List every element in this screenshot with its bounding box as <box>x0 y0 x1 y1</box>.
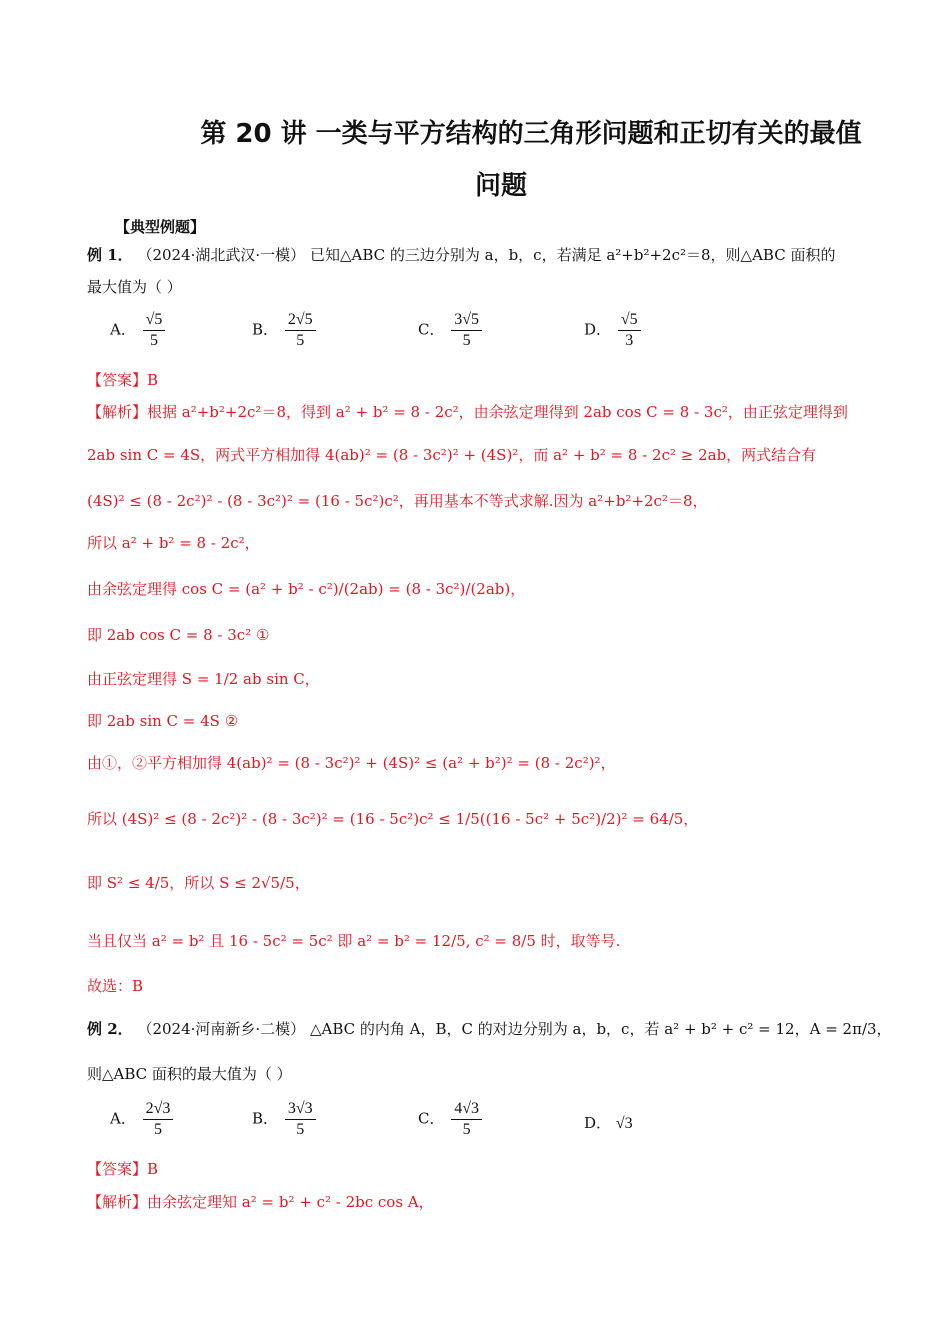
option-denominator: 5 <box>462 1121 471 1138</box>
solution-line <box>87 401 848 423</box>
option-denominator: 5 <box>296 332 305 349</box>
example-2-stem-cont: 则△ABC 面积的最大值为（ ） <box>87 1065 292 1083</box>
option-numerator: √5 <box>618 310 641 331</box>
solution-conclusion: 故选：B <box>87 977 144 995</box>
solution-line: 由①，②平方相加得 4(ab)² = (8 - 3c²)² + (4S)² ≤ (a² + b²)² = (8 - 2c²)²， <box>87 754 616 772</box>
option-numerator: 4√3 <box>451 1099 482 1120</box>
analysis-tag: 【解析】 <box>87 403 148 421</box>
option-b <box>252 310 318 351</box>
answer-line <box>87 369 158 391</box>
option-key: D． <box>584 1114 612 1132</box>
example-1-stem-cont: 最大值为（ ） <box>87 278 182 296</box>
option-key: B． <box>252 1109 279 1128</box>
option-key: C． <box>418 1109 445 1128</box>
option-d <box>584 310 643 351</box>
option-denominator: 5 <box>154 1121 163 1138</box>
option-denominator: 5 <box>462 332 471 349</box>
solution-line: 当且仅当 a² = b² 且 16 - 5c² = 5c² 即 a² = b² = 12/5, c² = 8/5 时，取等号. <box>87 932 621 950</box>
solution-line: 所以 a² + b² = 8 - 2c²， <box>87 534 260 552</box>
example-1-source: （2024·湖北武汉·一模） <box>137 246 306 264</box>
option-a <box>110 310 167 351</box>
option-numerator: 2√3 <box>143 1099 174 1120</box>
option-a <box>110 1099 175 1140</box>
example-1-label: 例 1． <box>87 246 133 264</box>
option-denominator: 3 <box>625 332 634 349</box>
solution-line: 所以 (4S)² ≤ (8 - 2c²)² - (8 - 3c²)² = (16 - 5c²)c² ≤ 1/5((16 - 5c² + 5c²)/2)² = 64/5， <box>87 810 699 828</box>
option-key: A． <box>110 320 136 339</box>
page-title-continued: 问题 <box>474 171 527 201</box>
solution-line: 即 2ab cos C = 8 - 3c² ① <box>87 626 270 644</box>
solution-line: 即 2ab sin C = 4S ② <box>87 712 239 730</box>
option-key: D． <box>584 320 612 339</box>
option-d <box>584 1112 633 1133</box>
solution-line: 2ab sin C = 4S，两式平方相加得 4(ab)² = (8 - 3c²)² + (4S)²，而 a² + b² = 8 - 2c² ≥ 2ab，两式结合有 <box>87 446 817 464</box>
example-1-stem <box>87 244 835 266</box>
solution-text: 由余弦定理知 a² = b² + c² - 2bc cos A， <box>147 1193 434 1211</box>
example-2-source: （2024·河南新乡·二模） <box>137 1020 306 1038</box>
solution-line: 即 S² ≤ 4/5，所以 S ≤ 2√5/5， <box>87 874 310 892</box>
option-numerator: 3√5 <box>451 310 482 331</box>
solution-text: 根据 a²+b²+2c²＝8，得到 a² + b² = 8 - 2c²，由余弦定理得到 2ab cos C = 8 - 3c²，由正弦定理得到 <box>147 403 848 421</box>
answer-tag: 【答案】 <box>87 1160 148 1178</box>
example-1-question: 已知△ABC 的三边分别为 a，b，c，若满足 a²+b²+2c²＝8，则△ABC 面积的 <box>309 246 836 264</box>
solution-line <box>87 1191 434 1213</box>
option-numerator: 3√3 <box>285 1099 316 1120</box>
option-c <box>418 1099 484 1140</box>
answer-line <box>87 1158 158 1180</box>
solution-line: 由正弦定理得 S = 1/2 ab sin C， <box>87 670 320 688</box>
page-title: 第 20 讲 一类与平方结构的三角形问题和正切有关的最值 <box>200 119 862 149</box>
option-key: C． <box>418 320 445 339</box>
option-key: A． <box>110 1109 136 1128</box>
section-heading: 【典型例题】 <box>115 218 206 236</box>
example-2-question: △ABC 的内角 A，B，C 的对边分别为 a，b，c，若 a² + b² + c² = 12，A = 2π/3， <box>309 1020 892 1038</box>
option-value: √3 <box>615 1115 633 1132</box>
analysis-tag: 【解析】 <box>87 1193 148 1211</box>
option-numerator: √5 <box>143 310 166 331</box>
answer-value: B <box>147 1160 159 1178</box>
example-2-label: 例 2． <box>87 1020 133 1038</box>
option-denominator: 5 <box>150 332 159 349</box>
solution-line: (4S)² ≤ (8 - 2c²)² - (8 - 3c²)² = (16 - 5c²)c²，再用基本不等式求解.因为 a²+b²+2c²＝8， <box>87 492 708 510</box>
option-c <box>418 310 484 351</box>
solution-line: 由余弦定理得 cos C = (a² + b² - c²)/(2ab) = (8 - 3c²)/(2ab)， <box>87 580 526 598</box>
answer-tag: 【答案】 <box>87 371 148 389</box>
option-b <box>252 1099 318 1140</box>
answer-value: B <box>147 371 159 389</box>
example-2-stem <box>87 1018 892 1040</box>
option-key: B． <box>252 320 279 339</box>
option-numerator: 2√5 <box>285 310 316 331</box>
option-denominator: 5 <box>296 1121 305 1138</box>
